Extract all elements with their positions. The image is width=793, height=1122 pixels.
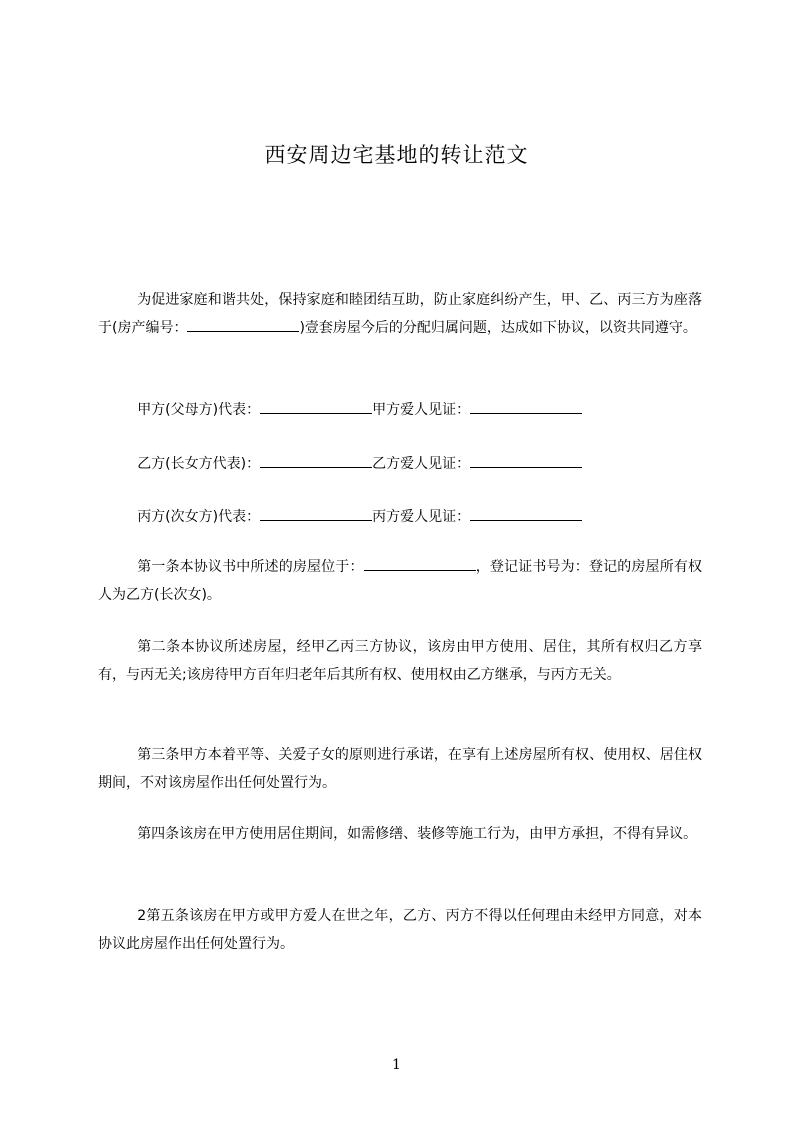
party-b-signature-blank xyxy=(260,453,372,468)
document-title: 西安周边宅基地的转让范文 xyxy=(264,143,529,167)
party-b-witness-label: 乙方爱人见证： xyxy=(372,456,471,472)
article-1-text-2: ，登记证书号为：登记的房屋所有权人为乙方(长次女)。 xyxy=(98,559,702,603)
article-1 xyxy=(98,553,702,609)
party-a-witness-blank xyxy=(470,399,582,414)
article-2: 第二条本协议所述房屋，经甲乙丙三方协议，该房由甲方使用、居住，其所有权归乙方享有，与丙无关;该房待甲方百年归老年后其所有权、使用权由乙方继承，与丙方无关。 xyxy=(98,639,702,683)
article-3: 第三条甲方本着平等、关爱子女的原则进行承诺，在享有上述房屋所有权、使用权、居住权期间，不对该房屋作出任何处置行为。 xyxy=(98,747,702,791)
property-number-blank xyxy=(187,317,299,332)
article-5: 2第五条该房在甲方或甲方爱人在世之年，乙方、丙方不得以任何理由未经甲方同意，对本协议此房屋作出任何处置行为。 xyxy=(98,908,702,952)
party-a-witness-label: 甲方爱人见证： xyxy=(372,402,471,418)
article-4: 第四条该房在甲方使用居住期间，如需修缮、装修等施工行为，由甲方承担，不得有异议。 xyxy=(137,826,698,842)
party-c-label: 丙方(次女方)代表： xyxy=(137,509,261,525)
article-1-text-1: 第一条本协议书中所述的房屋位于： xyxy=(137,559,364,575)
page-number: 1 xyxy=(392,1057,401,1073)
party-a-line xyxy=(98,396,702,424)
intro-paragraph xyxy=(98,286,702,342)
party-c-signature-blank xyxy=(260,506,372,521)
party-a-label: 甲方(父母方)代表： xyxy=(137,402,261,418)
party-b-line xyxy=(98,450,702,478)
intro-text-1: 为促进家庭和谐共处，保持家庭和睦团结互助，防止家庭纠纷产生，甲、乙、丙三方为座落于(房产编号： xyxy=(98,292,702,336)
party-b-label: 乙方(长女方代表)： xyxy=(137,456,261,472)
party-b-witness-blank xyxy=(470,453,582,468)
party-c-witness-blank xyxy=(470,506,582,521)
party-c-line xyxy=(98,503,702,531)
intro-text-2: )壹套房屋今后的分配归属问题，达成如下协议，以资共同遵守。 xyxy=(299,320,697,336)
property-location-blank xyxy=(364,556,476,571)
party-c-witness-label: 丙方爱人见证： xyxy=(372,509,471,525)
party-a-signature-blank xyxy=(260,399,372,414)
